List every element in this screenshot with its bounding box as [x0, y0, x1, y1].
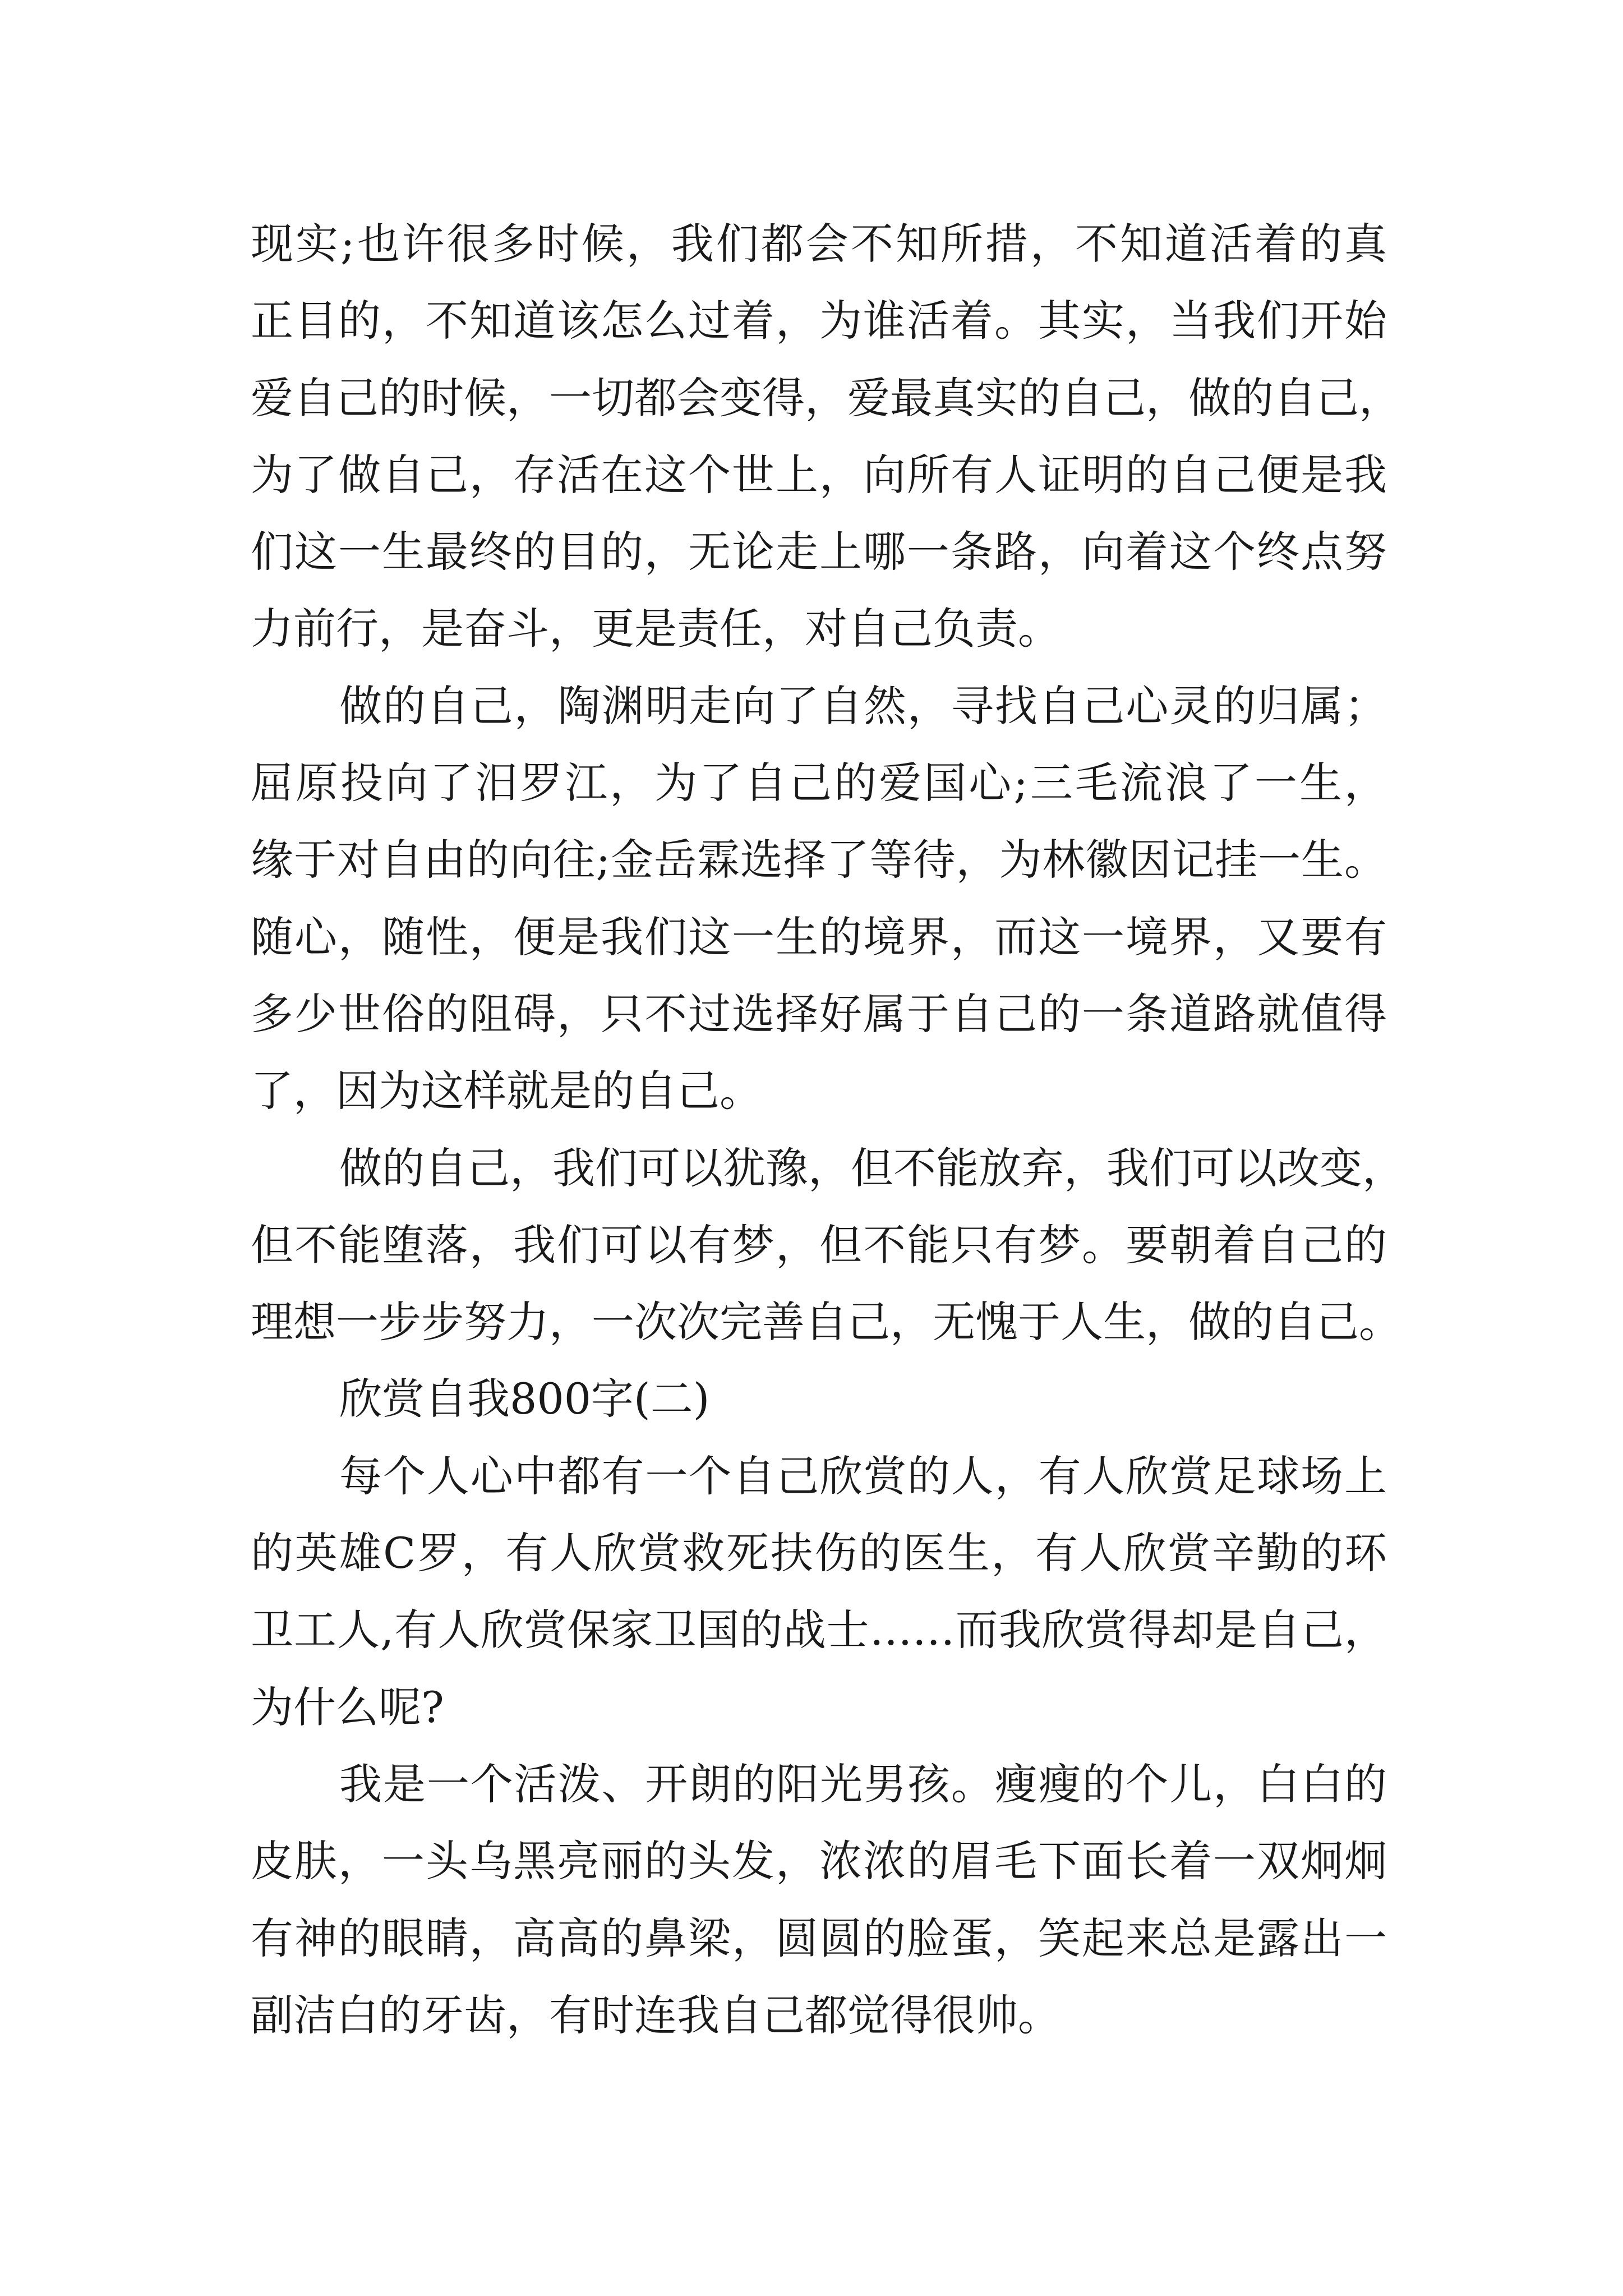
text-line: 随心，随性，便是我们这一生的境界，而这一境界，又要有	[251, 912, 1387, 962]
text-line: 卫工人,有人欣赏保家卫国的战士……而我欣赏得却是自己，	[251, 1605, 1387, 1655]
text-line: 做的自己，陶渊明走向了自然，寻找自己心灵的归属；	[339, 680, 1387, 731]
paragraph-4	[251, 1438, 1387, 1746]
document-page	[251, 205, 1405, 2054]
text-line: 缘于对自由的向往;金岳霖选择了等待，为林徽因记挂一生。	[251, 835, 1387, 885]
text-line: 有神的眼睛，高高的鼻梁，圆圆的脸蛋，笑起来总是露出一	[251, 1913, 1387, 1963]
text-line: 的英雄C罗，有人欣赏救死扶伤的医生，有人欣赏辛勤的环	[251, 1528, 1387, 1579]
text-line: 力前行，是奋斗，更是责任，对自己负责。	[251, 604, 1061, 654]
text-line: 多少世俗的阻碍，只不过选择好属于自己的一条道路就值得	[251, 988, 1387, 1039]
text-line: 皮肤，一头乌黑亮丽的头发，浓浓的眉毛下面长着一双炯炯	[251, 1836, 1387, 1887]
section-heading	[251, 1360, 1387, 1437]
paragraph-1	[251, 205, 1401, 668]
text-line: 为什么呢?	[251, 1682, 444, 1732]
text-line: 理想一步步努力，一次次完善自己，无愧于人生，做的自己。	[251, 1297, 1401, 1347]
text-line: 了，因为这样就是的自己。	[251, 1066, 762, 1116]
text-line: 正目的，不知道该怎么过着，为谁活着。其实，当我们开始	[251, 296, 1387, 346]
text-line: 每个人心中都有一个自己欣赏的人，有人欣赏足球场上	[339, 1451, 1387, 1501]
text-line: 副洁白的牙齿，有时连我自己都觉得很帅。	[251, 1990, 1061, 2040]
text-line: 做的自己，我们可以犹豫，但不能放弃，我们可以改变，	[339, 1143, 1405, 1193]
text-line: 为了做自己，存活在这个世上，向所有人证明的自己便是我	[251, 449, 1387, 500]
text-line: 现实;也许很多时候，我们都会不知所措，不知道活着的真	[251, 219, 1387, 269]
paragraph-5	[251, 1746, 1387, 2054]
text-line: 们这一生最终的目的，无论走上哪一条路，向着这个终点努	[251, 527, 1387, 577]
text-line: 但不能堕落，我们可以有梦，但不能只有梦。要朝着自己的	[251, 1220, 1387, 1270]
paragraph-3	[251, 1130, 1405, 1361]
section-heading-text: 欣赏自我800字(二)	[339, 1374, 710, 1424]
text-line: 爱自己的时候，一切都会变得，爱最真实的自己，做的自己，	[251, 372, 1401, 423]
text-line: 我是一个活泼、开朗的阳光男孩。瘦瘦的个儿，白白的	[339, 1759, 1387, 1809]
paragraph-2	[251, 668, 1387, 1130]
text-line: 屈原投向了汨罗江，为了自己的爱国心;三毛流浪了一生，	[251, 758, 1387, 808]
